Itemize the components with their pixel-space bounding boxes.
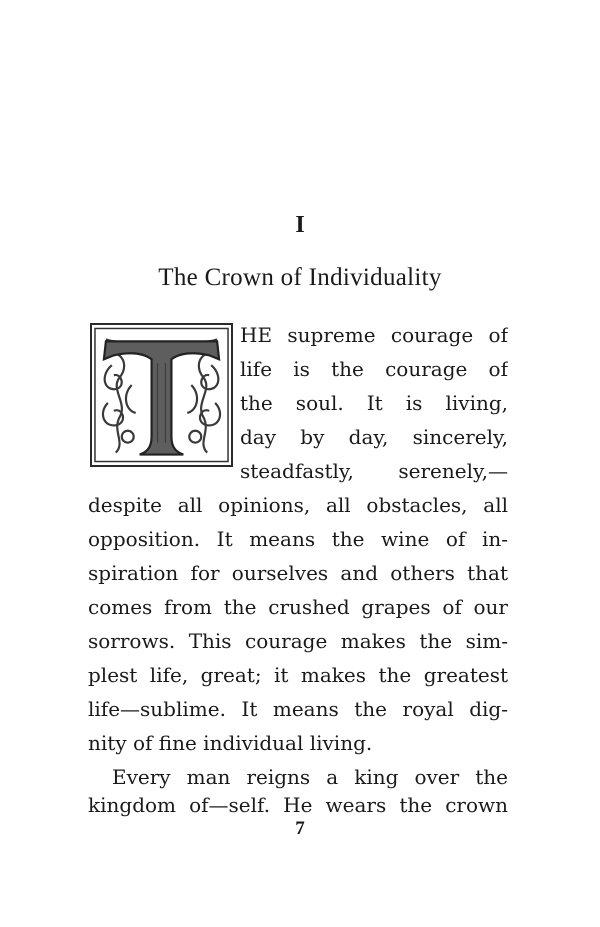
text-line: kingdom of—self. He wears the crown bbox=[88, 793, 508, 817]
text-line: sorrows. This courage makes the sim- bbox=[88, 629, 508, 653]
text-line: nity of fine individual living. bbox=[88, 731, 373, 755]
drop-cap-ornament-icon bbox=[92, 325, 231, 465]
text-line: despite all opinions, all obstacles, all bbox=[88, 493, 508, 517]
chapter-title: The Crown of Individuality bbox=[158, 264, 442, 291]
text-line: life—sublime. It means the royal dig- bbox=[88, 697, 508, 721]
text-line: steadfastly, serenely,— bbox=[240, 459, 508, 483]
ornamental-drop-cap bbox=[90, 323, 233, 467]
text-line: day by day, sincerely, bbox=[240, 425, 508, 449]
text-line: comes from the crushed grapes of our bbox=[88, 595, 508, 619]
text-line: the soul. It is living, bbox=[240, 391, 508, 415]
text-line: spiration for ourselves and others that bbox=[88, 561, 508, 585]
text-line: plest life, great; it makes the greatest bbox=[88, 663, 508, 687]
text-line: Every man reigns a king over the bbox=[112, 765, 508, 789]
text-line: HE supreme courage of bbox=[240, 323, 508, 347]
page-number: 7 bbox=[295, 818, 305, 839]
chapter-number: I bbox=[295, 212, 305, 238]
text-line: opposition. It means the wine of in- bbox=[88, 527, 508, 551]
text-line: life is the courage of bbox=[240, 357, 508, 381]
